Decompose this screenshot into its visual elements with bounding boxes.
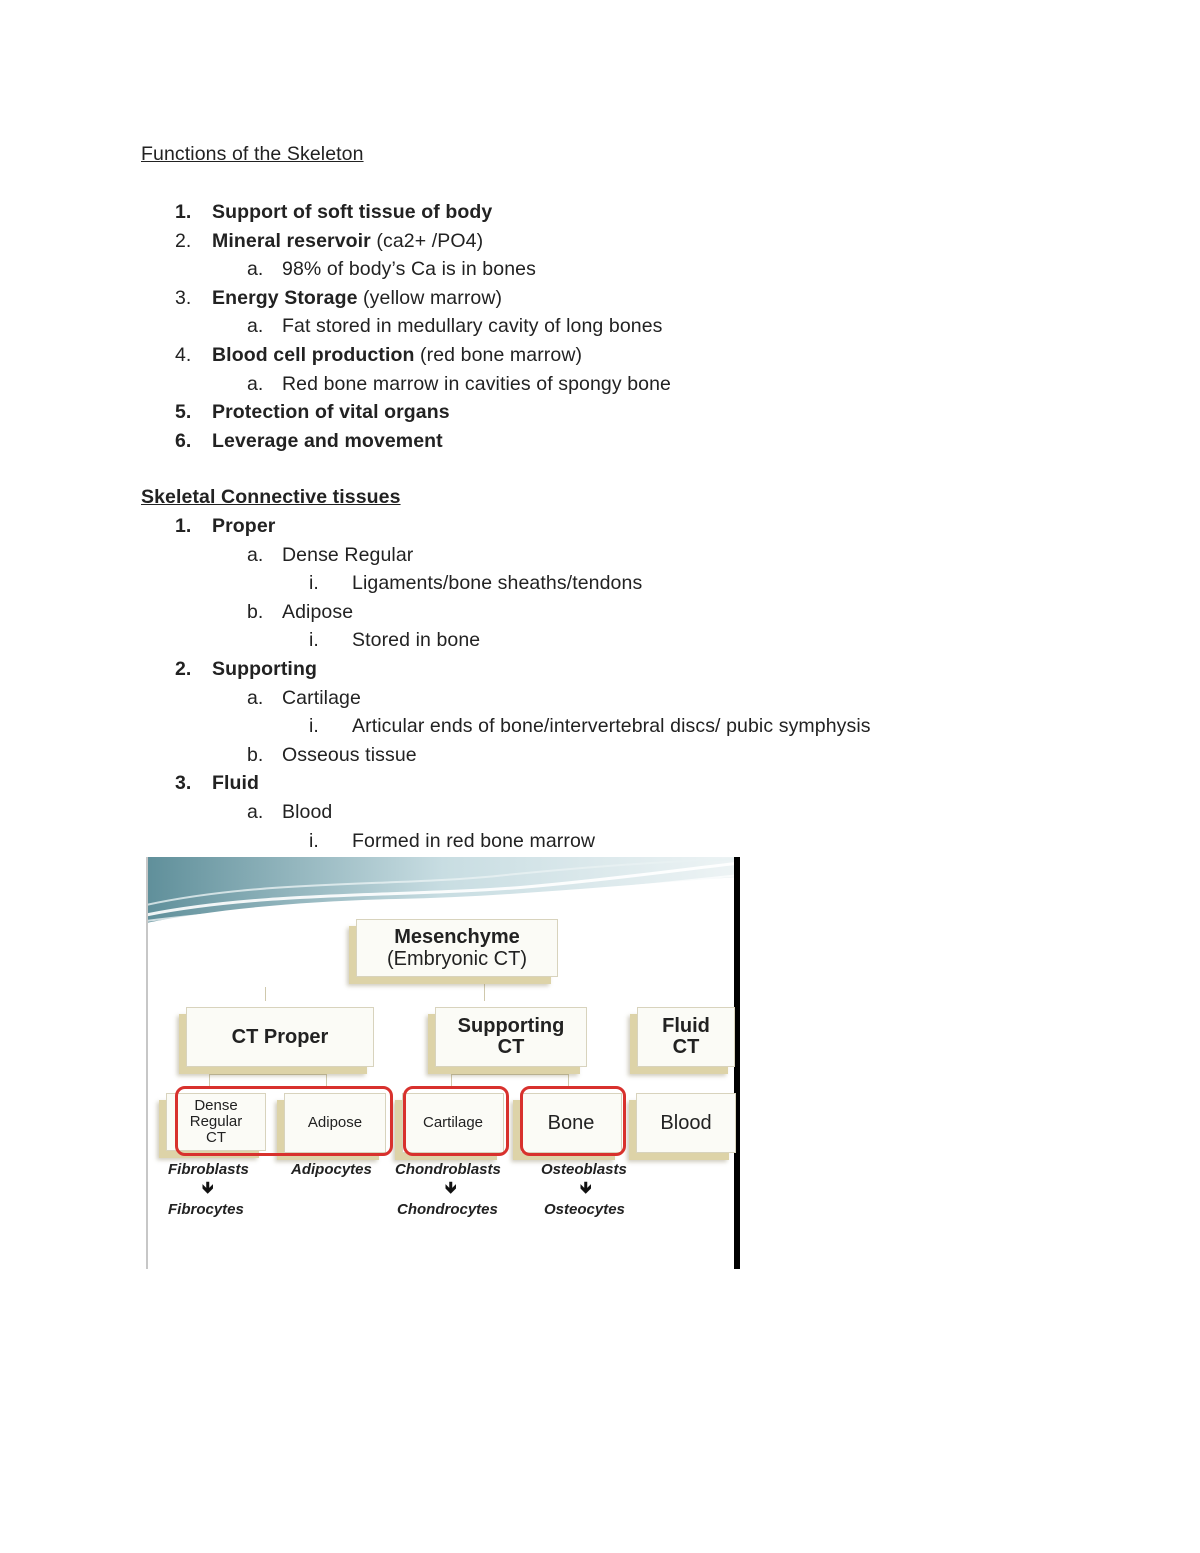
fluid-ct-box — [637, 1007, 735, 1067]
list-item — [212, 429, 443, 453]
sub-letter: b. — [247, 743, 264, 766]
supporting-ct-line2: CT — [497, 1036, 525, 1058]
list-item — [212, 343, 582, 367]
sub-letter: a. — [247, 372, 264, 395]
wave-banner — [146, 857, 740, 927]
list-number: 2. — [175, 229, 192, 252]
sub-letter: a. — [247, 801, 264, 823]
sub-letter: a. — [247, 543, 264, 566]
list-item-detail: (yellow marrow) — [357, 286, 503, 309]
list-item-bold: Supporting — [212, 658, 317, 680]
list-number: 2. — [175, 658, 192, 680]
list-item-detail: (ca2+ /PO4) — [370, 229, 484, 252]
chondroblasts-label: Chondroblasts — [395, 1161, 501, 1178]
sub-letter: a. — [247, 258, 264, 281]
supporting-ct-line1: Supporting — [457, 1015, 565, 1037]
sub-letter: b. — [247, 600, 264, 623]
list-item-bold: Proper — [212, 515, 276, 537]
list-item-bold: Leverage and movement — [212, 429, 443, 452]
arrow-down-icon: 🡻 — [580, 1178, 592, 1197]
list-item-bold: Mineral reservoir — [212, 229, 371, 252]
dense-regular-ct-label: Dense Regular CT — [189, 1097, 243, 1146]
highlight-cartilage — [403, 1086, 509, 1156]
mesenchyme-title: Mesenchyme — [394, 925, 520, 948]
mesenchyme-box — [356, 919, 558, 977]
list-item — [212, 514, 275, 538]
osteocytes-label: Osteocytes — [544, 1201, 625, 1218]
sub-sub-numeral: i. — [309, 715, 319, 738]
fluid-ct-line1: Fluid — [662, 1015, 710, 1037]
list-item-detail: (red bone marrow) — [414, 344, 583, 366]
list-item-bold: Blood cell production — [212, 344, 415, 366]
list-number: 1. — [175, 201, 192, 223]
arrow-down-icon: 🡻 — [202, 1178, 214, 1197]
sub-letter: a. — [247, 315, 264, 338]
sub-item: Blood — [282, 801, 333, 823]
sub-item: Red bone marrow in cavities of spongy bone — [282, 372, 672, 395]
list-number: 3. — [175, 286, 192, 309]
adipocytes-label: Adipocytes — [291, 1161, 372, 1178]
supporting-ct-box — [435, 1007, 587, 1067]
sub-sub-numeral: i. — [309, 572, 319, 595]
bone-label: Bone — [547, 1111, 595, 1134]
sub-sub-item: Articular ends of bone/intervertebral discs/ pubic symphysis — [352, 715, 871, 738]
fluid-ct-line2: CT — [672, 1036, 700, 1058]
list-number: 1. — [175, 515, 192, 537]
mesenchyme-subtitle: (Embryonic CT) — [386, 947, 527, 970]
blood-label: Blood — [660, 1111, 712, 1134]
ct-proper-box — [186, 1007, 374, 1067]
list-item — [212, 400, 450, 424]
sub-item: Cartilage — [282, 686, 361, 709]
list-item-bold: Fluid — [212, 772, 260, 795]
blood-box — [636, 1093, 736, 1153]
section-title-connective-tissues: Skeletal Connective tissues — [141, 486, 401, 508]
ct-proper-label: CT Proper — [231, 1025, 329, 1048]
list-number: 6. — [175, 429, 192, 452]
list-item — [212, 771, 259, 795]
sub-item: Fat stored in medullary cavity of long bones — [282, 315, 663, 338]
sub-sub-numeral: i. — [309, 629, 319, 652]
section-title-functions: Functions of the Skeleton — [141, 143, 364, 165]
arrow-down-icon: 🡻 — [445, 1178, 457, 1197]
sub-item: Dense Regular — [282, 543, 414, 566]
highlight-bone — [520, 1086, 626, 1156]
sub-sub-item: Formed in red bone marrow — [352, 829, 596, 852]
sub-sub-item: Ligaments/bone sheaths/tendons — [352, 572, 643, 595]
sub-item: Osseous tissue — [282, 743, 417, 766]
fibroblasts-label: Fibroblasts — [168, 1161, 249, 1178]
list-item — [212, 229, 483, 253]
highlight-ct-proper — [175, 1086, 393, 1156]
sub-sub-item: Stored in bone — [352, 629, 481, 652]
osteoblasts-label: Osteoblasts — [541, 1161, 627, 1178]
cartilage-label: Cartilage — [422, 1114, 484, 1131]
list-item — [212, 286, 502, 310]
list-item-bold: Support of soft tissue of body — [212, 201, 493, 223]
sub-sub-numeral: i. — [309, 829, 319, 852]
chondrocytes-label: Chondrocytes — [397, 1201, 498, 1218]
sub-letter: a. — [247, 686, 264, 709]
list-item-bold: Protection of vital organs — [212, 401, 450, 424]
list-item — [212, 200, 492, 224]
adipose-label: Adipose — [307, 1114, 363, 1131]
sub-item: 98% of body’s Ca is in bones — [282, 258, 536, 281]
list-number: 3. — [175, 772, 192, 795]
connective-tissue-diagram — [146, 857, 740, 1269]
list-item — [212, 657, 317, 681]
figure-left-border — [146, 857, 148, 1269]
list-number: 5. — [175, 401, 192, 424]
list-number: 4. — [175, 344, 192, 366]
list-item-bold: Energy Storage — [212, 286, 358, 309]
sub-item: Adipose — [282, 600, 354, 623]
fibrocytes-label: Fibrocytes — [168, 1201, 244, 1218]
